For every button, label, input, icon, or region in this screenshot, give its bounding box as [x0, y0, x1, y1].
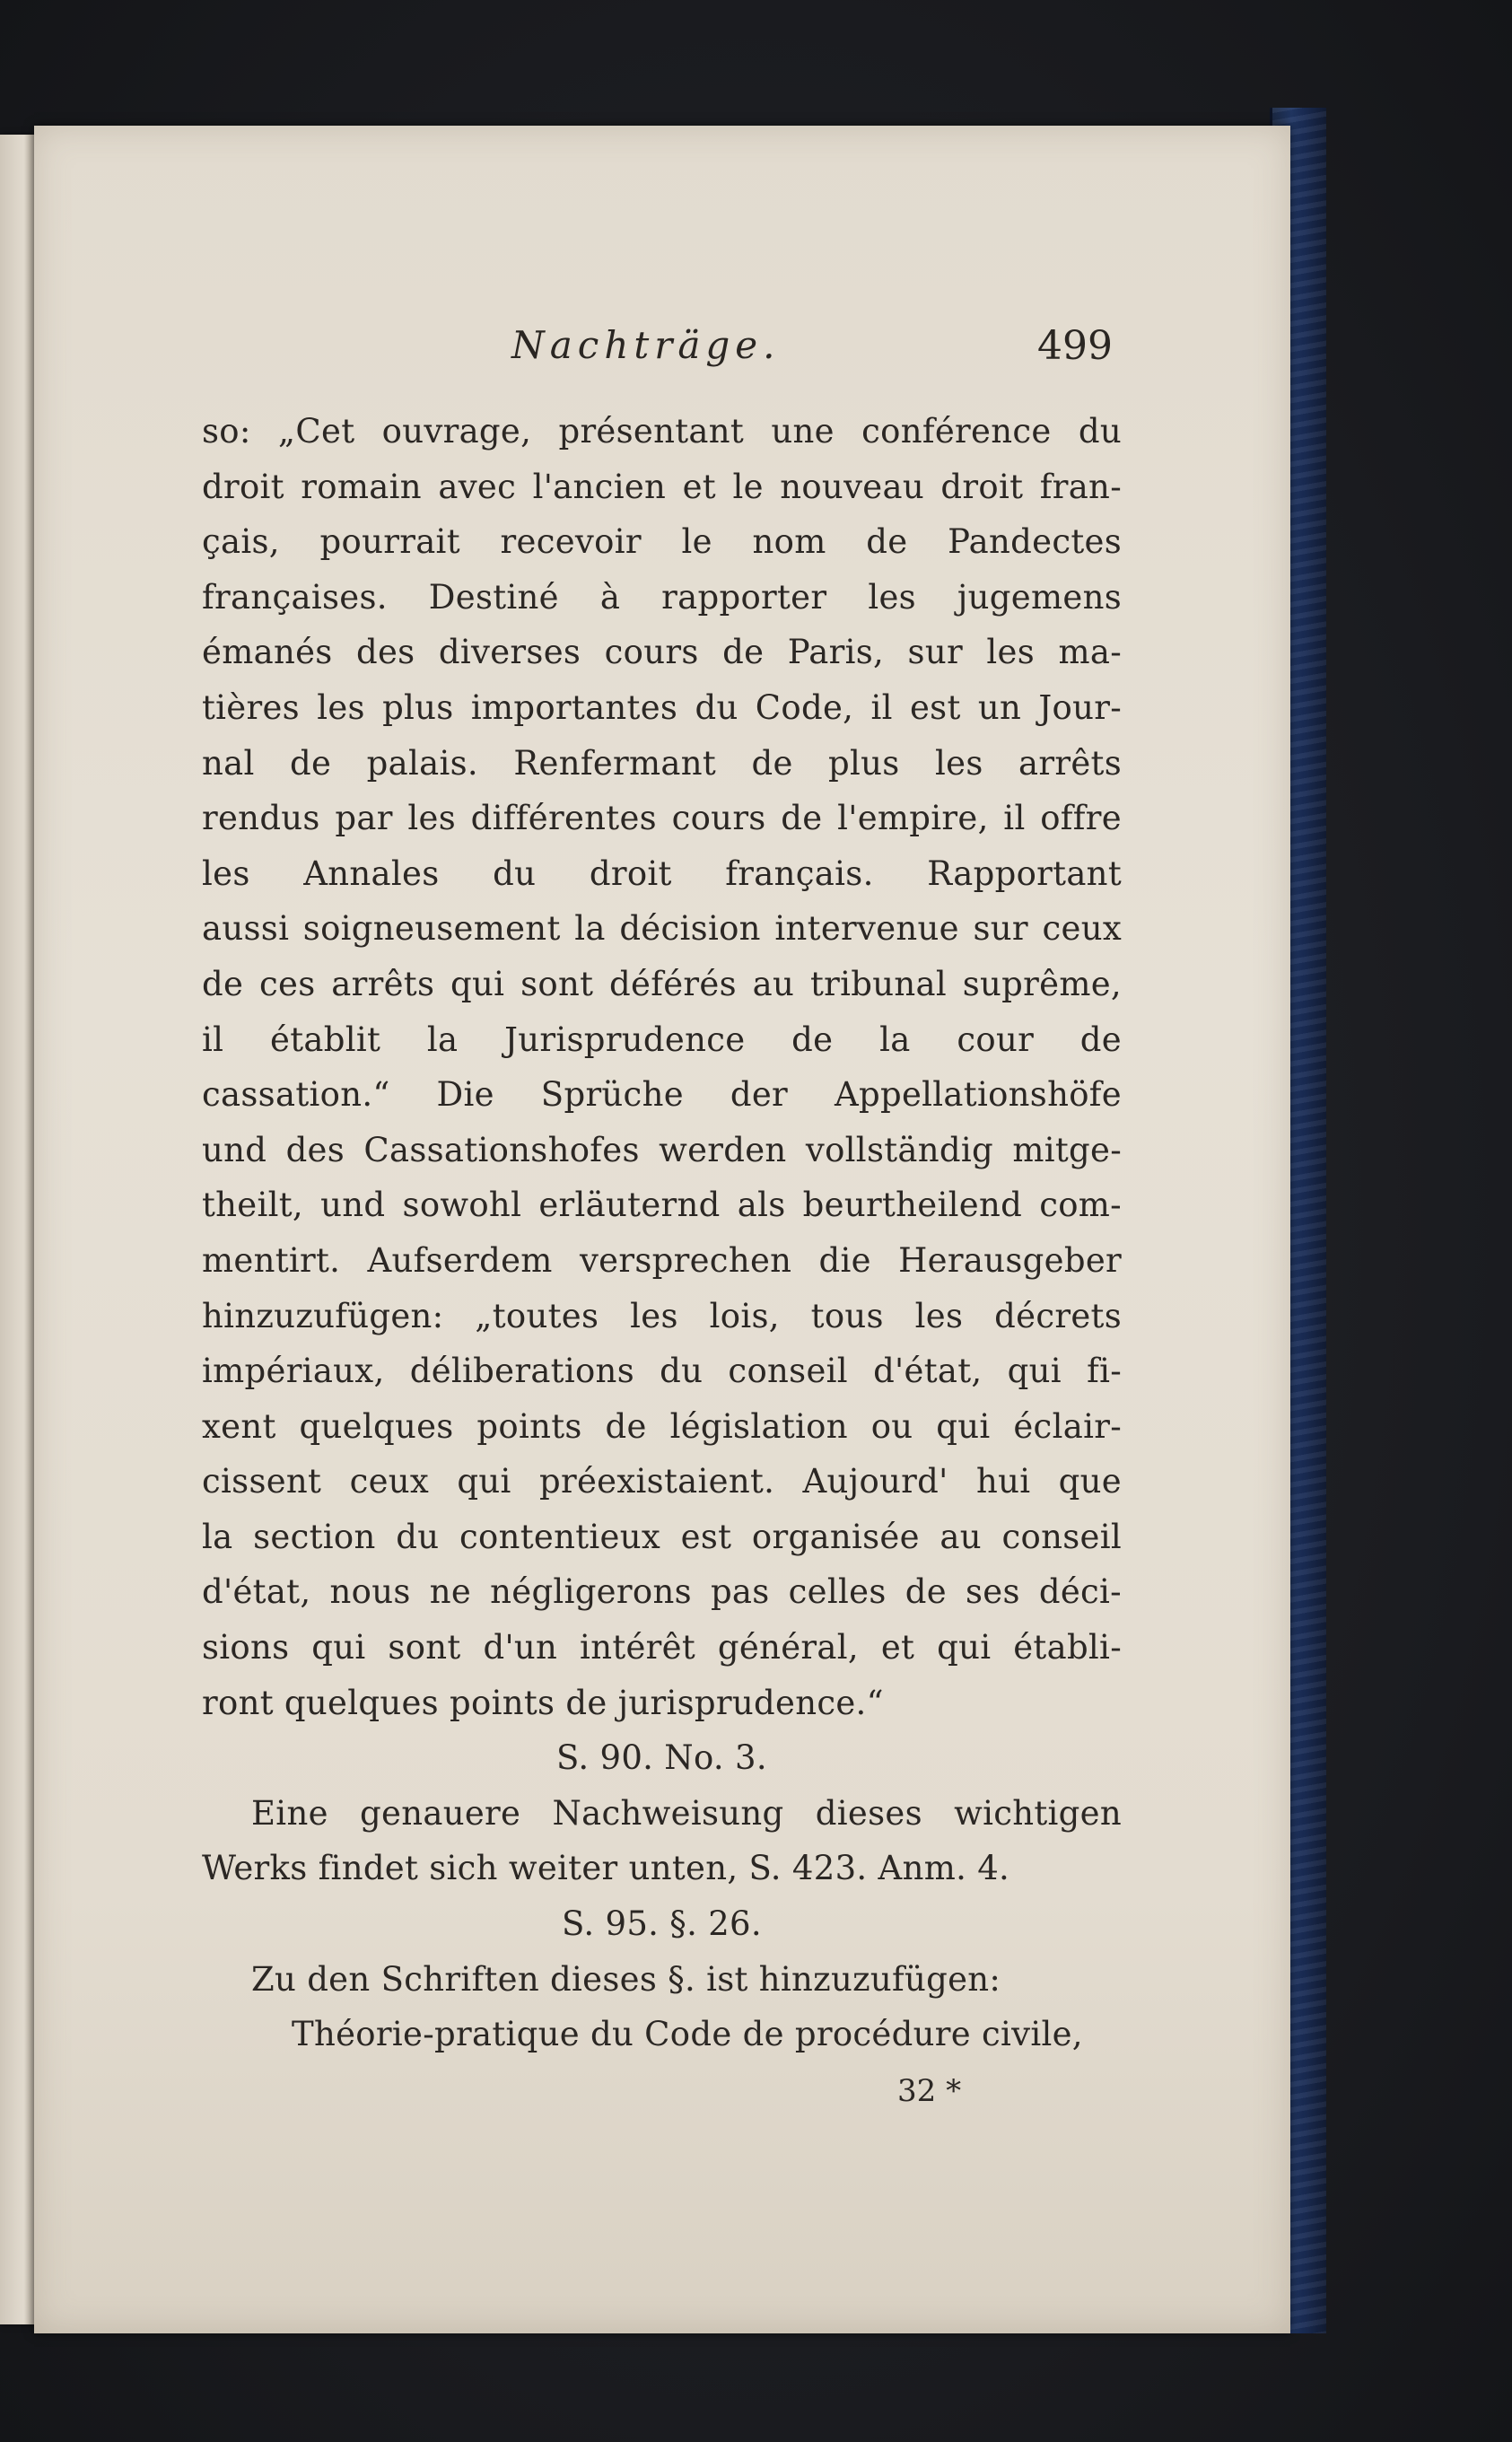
text-line: droit romain avec l'ancien et le nouveau droit fran-	[202, 467, 1122, 506]
catchword-signature: 32 *	[897, 2073, 962, 2109]
text-line: d'état, nous ne négligerons pas celles de ses déci-	[202, 1572, 1122, 1612]
text-line: theilt, und sowohl erläuternd als beurtheilend com-	[202, 1186, 1122, 1225]
text-line: les Annales du droit français. Rapportant	[202, 853, 1122, 893]
text-line: françaises. Destiné à rapporter les jugemens	[202, 577, 1122, 617]
text-line: çais, pourrait recevoir le nom de Pandectes	[202, 522, 1122, 562]
text-line: tières les plus importantes du Code, il est un Jour-	[202, 687, 1122, 727]
text-line: la section du contentieux est organisée au conseil	[202, 1517, 1122, 1556]
text-line: nal de palais. Renfermant de plus les arrêts	[202, 743, 1122, 783]
facing-page-edge	[0, 135, 34, 2324]
text-line: Werks findet sich weiter unten, S. 423. Anm. 4.	[202, 1849, 1010, 1888]
text-line: cissent ceux qui préexistaient. Aujourd' hui que	[202, 1462, 1122, 1501]
text-line: mentirt. Aufserdem versprechen die Herausgeber	[202, 1240, 1122, 1280]
section-heading: S. 90. No. 3.	[556, 1738, 767, 1778]
text-line: xent quelques points de législation ou qui éclair-	[202, 1406, 1122, 1446]
text-line: Zu den Schriften dieses §. ist hinzuzufügen:	[251, 1959, 1001, 1999]
text-line: rendus par les différentes cours de l'empire, il offre	[202, 799, 1122, 838]
text-line: so: „Cet ouvrage, présentant une conférence du	[202, 412, 1122, 451]
text-line: de ces arrêts qui sont déférés au tribunal suprême,	[202, 964, 1122, 1003]
text-line: cassation.“ Die Sprüche der Appellationshöfe	[202, 1075, 1122, 1115]
text-line: sions qui sont d'un intérêt général, et qui établi-	[202, 1628, 1122, 1667]
text-line: und des Cassationshofes werden vollständig mitge-	[202, 1130, 1122, 1169]
page-header	[206, 323, 1113, 386]
text-line: ront quelques points de jurisprudence.“	[202, 1683, 884, 1722]
text-line: Théorie-pratique du Code de procédure civile,	[292, 2015, 1083, 2054]
body-text	[202, 404, 1122, 2062]
text-line: émanés des diverses cours de Paris, sur les ma-	[202, 633, 1122, 672]
text-line: impériaux, déliberations du conseil d'état, qui fi-	[202, 1352, 1122, 1391]
text-line: aussi soigneusement la décision intervenue sur ceux	[202, 909, 1122, 949]
running-title: Nachträge.	[511, 323, 781, 367]
text-line: Eine genauere Nachweisung dieses wichtigen	[251, 1793, 1122, 1833]
page-number: 499	[1037, 323, 1113, 369]
section-heading: S. 95. §. 26.	[562, 1904, 762, 1944]
text-line: hinzuzufügen: „toutes les lois, tous les décrets	[202, 1296, 1122, 1335]
text-line: il établit la Jurisprudence de la cour de	[202, 1020, 1122, 1059]
